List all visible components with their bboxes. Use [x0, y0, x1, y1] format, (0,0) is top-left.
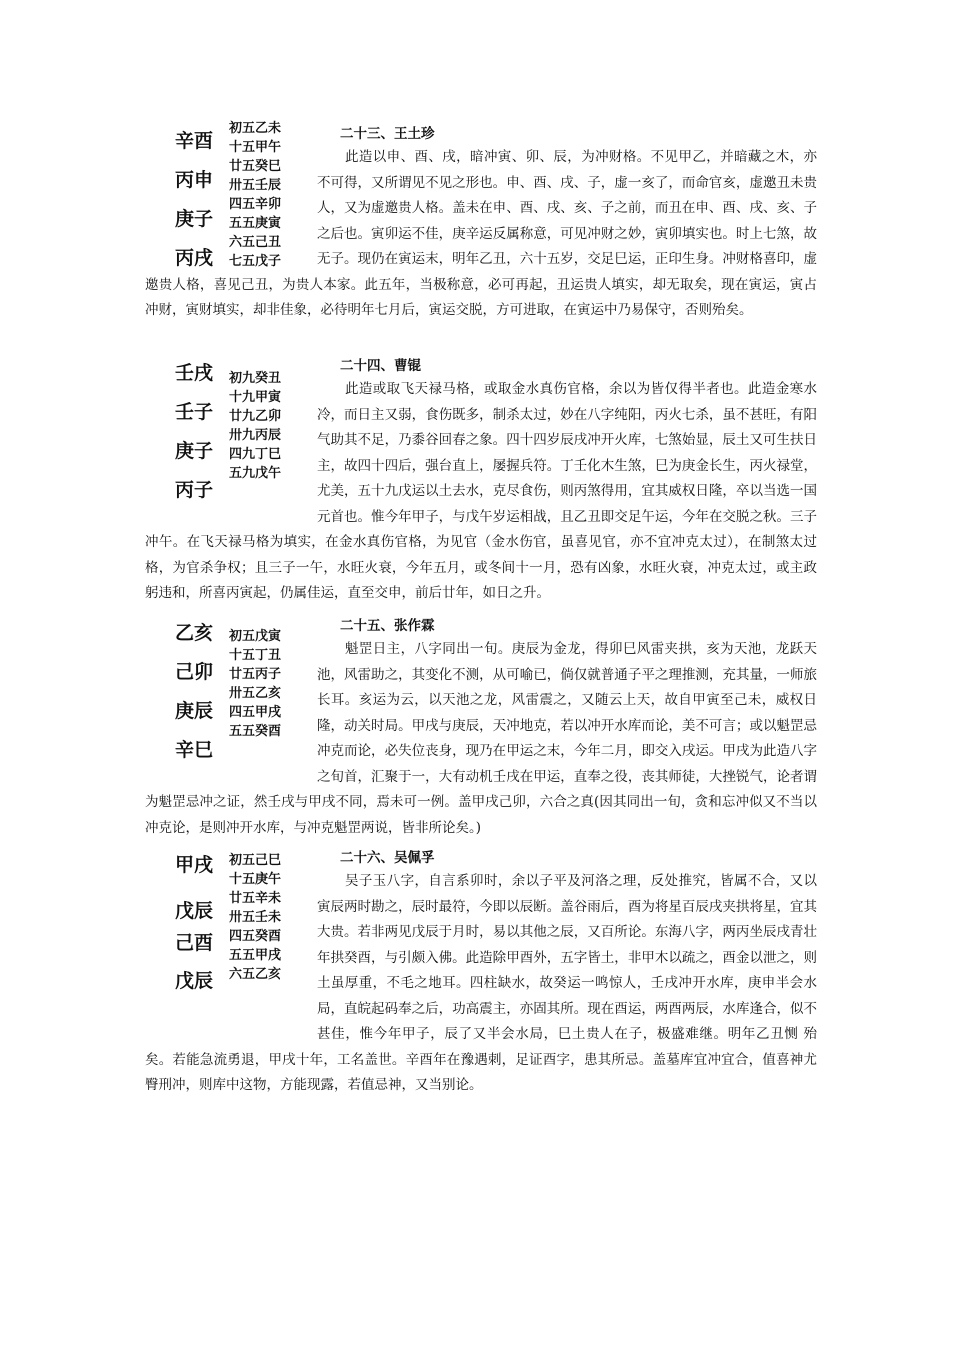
entry-title: 二十六、吴佩孚: [340, 850, 435, 866]
luck-item: 初九癸丑: [229, 371, 282, 386]
pillar-year: 乙亥: [175, 622, 214, 644]
pillar-month: 丙申: [175, 169, 214, 191]
luck-item: 七五戊子: [229, 254, 282, 269]
pillar-month: 壬子: [175, 401, 214, 423]
entry-paragraph: 魁罡日主，八字同出一旬。庚辰为金龙，得卯巳风雷夹拱，亥为天池，龙跃天池，风雷助之，其变化不测，从可喻已，倘仅就普通子平之理推测，充其量，一师旅长耳。亥运为云，以天池之龙，风雷震之，又随云上天，故自甲寅至己未，威权日隆，动关时局。甲戌与庚辰，天冲地克，若以冲开水库而论，美不可言；或以魁罡忌冲克而论，必失位丧身，现乃在甲运之末，今年二月，即交入戌运。甲戌为此造八字之旬首，汇聚于一，大有动机壬戌在甲运，直奉之役，丧其师徒，大挫锐气，论者谓为魁罡忌冲之证，然壬戌与甲戌不同，焉未可一例。盖甲戌己卯，六合之真(因其同出一旬，贪和忘冲似又不当以冲克论，是则冲开水库，与冲克魁罡两说，皆非所论矣。): [145, 641, 817, 836]
pillar-year: 壬戌: [175, 362, 214, 384]
luck-item: 五五癸酉: [229, 724, 282, 739]
entry-paragraph: 此造以申、酉、戌，暗冲寅、卯、辰，为冲财格。不见甲乙，并暗藏之木，亦不可得，又所谓见不见之形也。申、酉、戌、子，虚一亥了，而命官亥，虚邀丑未贵人，又为虚邀贵人格。盖未在申、酉、戌、亥、子之前，而丑在申、酉、戌、亥、子之后也。寅卯运不佳，庚辛运反属称意，可见冲财之妙，寅卯填实也。时上七煞，故无子。现仍在寅运末，明年乙丑，六十五岁，交足巳运，正印生身。冲财格喜印，虚邀贵人格，喜见己丑，为贵人本家。此五年，当极称意，必可再起，丑运贵人填实，却无取矣，现在寅运，寅占冲财，寅财填实，却非佳象，必待明年七月后，寅运交脱，方可进取，在寅运中乃易保守，否则殆矣。: [145, 149, 817, 318]
pillar-month: 戊辰: [175, 900, 214, 922]
entry-text: [145, 377, 817, 607]
pillar-hour: 丙戌: [175, 247, 214, 269]
luck-item: 五五甲戌: [229, 948, 282, 963]
pillar-month: 己卯: [175, 661, 214, 683]
luck-item: 廿五癸巳: [229, 159, 282, 174]
pillar-hour: 戊辰: [175, 970, 214, 992]
luck-item: 五九戊午: [229, 466, 282, 481]
luck-item: 卅五壬辰: [229, 178, 282, 193]
luck-item: 初五己巳: [229, 853, 282, 868]
luck-item: 廿五辛未: [229, 891, 282, 906]
luck-item: 六五己丑: [229, 235, 282, 250]
entry-title: 二十三、王土珍: [340, 126, 435, 142]
pillar-year: 甲戌: [175, 854, 214, 876]
pillar-day: 庚子: [175, 208, 214, 230]
pillar-year: 辛酉: [175, 130, 214, 152]
pillar-day: 庚子: [175, 440, 214, 462]
luck-item: 初五戊寅: [229, 629, 282, 644]
entry-paragraph: 此造或取飞天禄马格，或取金水真伤官格，余以为皆仅得半者也。此造金寒水冷，而日主又弱，食伤既多，制杀太过，妙在八字纯阳，丙火七杀，虽不甚旺，有阳气助其不足，乃黍谷回春之象。四十四岁辰戌冲开火库，七煞始显，辰土又可生扶日主，故四十四后，强台直上，屡握兵符。丁壬化木生煞，巳为庚金长生，丙火禄堂，尤美，五十九戊运以土去水，克尽食伤，则丙煞得用，宜其威权日隆，卒以当选一国元首也。惟今年甲子，与戊午岁运相战，且乙丑即交足午运，今年在交脱之秋。三子冲午。在飞天禄马格为填实，在金水真伤官格，为见官（金水伤官，虽喜见官，亦不宜冲克太过），在制煞太过格，为官杀争权；且三子一午，水旺火衰，今年五月，或冬间十一月，恐有凶象，水旺火衰，冲克太过，或主政躬违和，所喜丙寅起，仍属佳运，直至交申，前后廿年，如日之升。: [145, 381, 817, 601]
luck-item: 十五庚午: [229, 872, 282, 887]
luck-item: 四九丁巳: [229, 447, 282, 462]
pillar-hour: 丙子: [175, 479, 214, 501]
pillar-day: 己酉: [175, 932, 214, 954]
luck-item: 四五辛卯: [229, 197, 282, 212]
luck-item: 十五甲午: [229, 140, 282, 155]
entry-text: [145, 145, 817, 324]
luck-item: 五五庚寅: [229, 216, 282, 231]
luck-item: 卅九丙辰: [229, 428, 282, 443]
luck-item: 卅五乙亥: [229, 686, 282, 701]
pillar-hour: 辛巳: [175, 739, 214, 761]
entry-paragraph: 吴子玉八字，自言系卯时，余以子平及河洛之理，反处推究，皆属不合，又以寅辰两时勘之，辰时最符，今即以辰断。盖谷雨后，酉为将星百辰戌夹拱将星，宜其大贵。若非两见戊辰于月时，易以其他之辰，又百所论。东海八字，两丙坐辰戌青壮年拱癸酉，与引颇入佛。此造除甲酉外，五字皆土，非甲木以疏之，酉金以泄之，则土虽厚重，不毛之地耳。四柱缺水，故癸运一鸣惊人，壬戌冲开水库，庚申半会水局，直皖起码奉之后，功高震主，亦固其所。现在酉运，两酉两辰，水库逢合，似不甚佳，惟今年甲子，辰了又半会水局，巳土贵人在子，极盛难继。明年乙丑恻 殆矣。若能急流勇退，甲戌十年，工名盖世。辛酉年在豫遇刺，足证酉字，患其所忌。盖墓库宜冲宜合，值喜神尤臀刑冲，则库中这物，方能现露，若值忌神，又当别论。: [145, 873, 817, 1093]
entry-title: 二十五、张作霖: [340, 618, 435, 634]
luck-item: 廿五丙子: [229, 667, 282, 682]
luck-item: 十九甲寅: [229, 390, 282, 405]
luck-item: 六五乙亥: [229, 967, 282, 982]
luck-item: 卅五壬未: [229, 910, 282, 925]
pillar-day: 庚辰: [175, 700, 214, 722]
luck-item: 四五癸酉: [229, 929, 282, 944]
luck-item: 廿九乙卯: [229, 409, 282, 424]
luck-item: 十五丁丑: [229, 648, 282, 663]
entry-title: 二十四、曹锟: [340, 358, 421, 374]
luck-item: 初五乙未: [229, 121, 282, 136]
luck-item: 四五甲戌: [229, 705, 282, 720]
entry-text: [145, 869, 817, 1099]
entry-text: [145, 637, 817, 841]
